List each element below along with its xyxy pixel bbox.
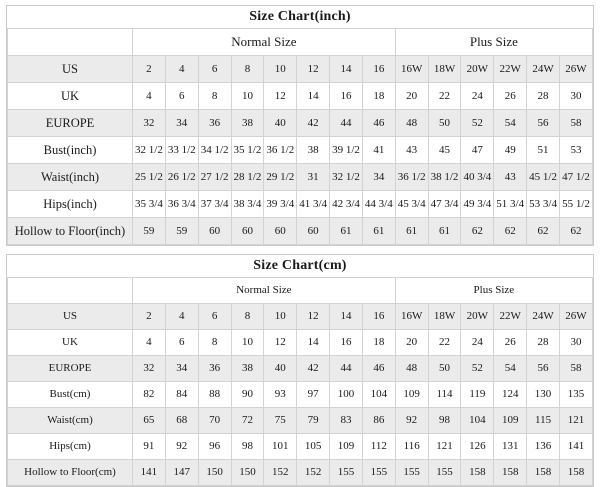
- table-cell: 62: [461, 218, 494, 245]
- table-row: [8, 356, 593, 382]
- table-cell: 24: [461, 83, 494, 110]
- group-header-normal-size: Normal Size: [133, 29, 396, 56]
- table-cell: 44: [330, 110, 363, 137]
- table-cell: 84: [165, 382, 198, 408]
- table-cell: 45 3/4: [395, 191, 428, 218]
- table-cell: 16: [330, 83, 363, 110]
- table-cell: 54: [494, 110, 527, 137]
- table-cell: 35 1/2: [231, 137, 264, 164]
- table-cell: 28: [527, 83, 560, 110]
- table-cell: 93: [264, 382, 297, 408]
- table-cell: 60: [231, 218, 264, 245]
- table-cell: 10: [231, 83, 264, 110]
- table-cell: 155: [362, 460, 395, 486]
- table-cell: 36 1/2: [264, 137, 297, 164]
- table-cell: 97: [297, 382, 330, 408]
- table-cell: 20: [395, 330, 428, 356]
- table-cell: 62: [527, 218, 560, 245]
- table-cell: 37 3/4: [198, 191, 231, 218]
- table-row: [8, 191, 593, 218]
- table-cell: 2: [133, 56, 166, 83]
- table-cell: 20: [395, 83, 428, 110]
- row-label: Hips(cm): [8, 434, 133, 460]
- table-cell: 119: [461, 382, 494, 408]
- group-header-plus-size: Plus Size: [395, 29, 592, 56]
- table-cell: 4: [165, 56, 198, 83]
- table-cell: 56: [527, 110, 560, 137]
- table-cell: 10: [264, 56, 297, 83]
- row-label: UK: [8, 83, 133, 110]
- table-cell: 22: [428, 83, 461, 110]
- table-cell: 28 1/2: [231, 164, 264, 191]
- size-chart-cm: [6, 254, 594, 487]
- row-label: Hollow to Floor(inch): [8, 218, 133, 245]
- size-table-inch-body: [8, 29, 593, 245]
- table-cell: 152: [297, 460, 330, 486]
- table-cell: 39 3/4: [264, 191, 297, 218]
- table-cell: 82: [133, 382, 166, 408]
- row-label: Hips(inch): [8, 191, 133, 218]
- table-row: [8, 218, 593, 245]
- table-cell: 60: [198, 218, 231, 245]
- table-cell: 36 3/4: [165, 191, 198, 218]
- table-cell: 32 1/2: [330, 164, 363, 191]
- table-cell: 14: [297, 330, 330, 356]
- table-cell: 54: [494, 356, 527, 382]
- table-cell: 38 1/2: [428, 164, 461, 191]
- table-cell: 130: [527, 382, 560, 408]
- table-cell: 28: [527, 330, 560, 356]
- table-row: [8, 83, 593, 110]
- table-cell: 46: [362, 110, 395, 137]
- table-cell: 98: [231, 434, 264, 460]
- row-label: UK: [8, 330, 133, 356]
- table-cell: 32: [133, 356, 166, 382]
- table-cell: 34: [165, 110, 198, 137]
- table-cell: 44 3/4: [362, 191, 395, 218]
- table-cell: 4: [133, 330, 166, 356]
- table-cell: 135: [559, 382, 592, 408]
- table-cell: 86: [362, 408, 395, 434]
- table-cell: 112: [362, 434, 395, 460]
- table-cell: 32 1/2: [133, 137, 166, 164]
- table-cell: 42: [297, 110, 330, 137]
- table-cell: 16: [362, 56, 395, 83]
- table-cell: 121: [559, 408, 592, 434]
- table-cell: 12: [264, 330, 297, 356]
- table-cell: 59: [133, 218, 166, 245]
- table-cell: 48: [395, 356, 428, 382]
- table-cell: 6: [198, 304, 231, 330]
- row-label: Hollow to Floor(cm): [8, 460, 133, 486]
- table-cell: 33 1/2: [165, 137, 198, 164]
- table-cell: 56: [527, 356, 560, 382]
- table-cell: 155: [395, 460, 428, 486]
- table-cell: 59: [165, 218, 198, 245]
- table-cell: 18: [362, 83, 395, 110]
- table-cell: 51 3/4: [494, 191, 527, 218]
- table-cell: 41 3/4: [297, 191, 330, 218]
- corner-cell: [8, 278, 133, 304]
- table-cell: 39 1/2: [330, 137, 363, 164]
- table-cell: 53 3/4: [527, 191, 560, 218]
- table-cell: 158: [527, 460, 560, 486]
- table-cell: 152: [264, 460, 297, 486]
- table-cell: 8: [198, 83, 231, 110]
- table-cell: 24W: [527, 56, 560, 83]
- table-cell: 26W: [559, 304, 592, 330]
- table-cell: 62: [494, 218, 527, 245]
- table-cell: 147: [165, 460, 198, 486]
- table-cell: 158: [559, 460, 592, 486]
- table-cell: 26W: [559, 56, 592, 83]
- table-cell: 150: [198, 460, 231, 486]
- table-cell: 101: [264, 434, 297, 460]
- row-label: US: [8, 304, 133, 330]
- table-cell: 104: [362, 382, 395, 408]
- table-cell: 104: [461, 408, 494, 434]
- table-row: [8, 304, 593, 330]
- table-cell: 14: [297, 83, 330, 110]
- table-cell: 141: [559, 434, 592, 460]
- table-cell: 158: [461, 460, 494, 486]
- table-cell: 47: [461, 137, 494, 164]
- corner-cell: [8, 29, 133, 56]
- table-cell: 22W: [494, 56, 527, 83]
- table-cell: 155: [330, 460, 363, 486]
- table-cell: 26: [494, 83, 527, 110]
- table-row: [8, 110, 593, 137]
- table-row: [8, 137, 593, 164]
- table-cell: 36 1/2: [395, 164, 428, 191]
- table-cell: 126: [461, 434, 494, 460]
- table-cell: 70: [198, 408, 231, 434]
- table-cell: 79: [297, 408, 330, 434]
- table-cell: 48: [395, 110, 428, 137]
- table-cell: 61: [362, 218, 395, 245]
- table-cell: 68: [165, 408, 198, 434]
- table-cell: 38: [297, 137, 330, 164]
- table-cell: 41: [362, 137, 395, 164]
- size-table-cm: [7, 277, 593, 486]
- table-cell: 24: [461, 330, 494, 356]
- table-cell: 45: [428, 137, 461, 164]
- size-chart-inch: [6, 5, 594, 246]
- table-cell: 55 1/2: [559, 191, 592, 218]
- row-label: EUROPE: [8, 110, 133, 137]
- table-cell: 16W: [395, 304, 428, 330]
- table-cell: 34: [165, 356, 198, 382]
- row-label: Waist(inch): [8, 164, 133, 191]
- table-cell: 42: [297, 356, 330, 382]
- table-cell: 131: [494, 434, 527, 460]
- table-cell: 22W: [494, 304, 527, 330]
- table-cell: 45 1/2: [527, 164, 560, 191]
- row-label: US: [8, 56, 133, 83]
- row-label: Bust(cm): [8, 382, 133, 408]
- table-cell: 158: [494, 460, 527, 486]
- table-row: [8, 164, 593, 191]
- table-cell: 50: [428, 110, 461, 137]
- table-cell: 20W: [461, 56, 494, 83]
- table-cell: 72: [231, 408, 264, 434]
- table-cell: 91: [133, 434, 166, 460]
- table-cell: 49: [494, 137, 527, 164]
- row-label: Bust(inch): [8, 137, 133, 164]
- table-cell: 16: [330, 330, 363, 356]
- table-cell: 40 3/4: [461, 164, 494, 191]
- table-cell: 16: [362, 304, 395, 330]
- table-cell: 24W: [527, 304, 560, 330]
- table-cell: 43: [395, 137, 428, 164]
- table-cell: 40: [264, 356, 297, 382]
- table-row: [8, 408, 593, 434]
- table-cell: 25 1/2: [133, 164, 166, 191]
- group-header-row: [8, 29, 593, 56]
- table-cell: 6: [165, 330, 198, 356]
- table-cell: 32: [133, 110, 166, 137]
- table-cell: 34 1/2: [198, 137, 231, 164]
- table-cell: 8: [198, 330, 231, 356]
- table-cell: 53: [559, 137, 592, 164]
- table-row: [8, 330, 593, 356]
- table-cell: 150: [231, 460, 264, 486]
- table-cell: 26: [494, 330, 527, 356]
- table-cell: 52: [461, 110, 494, 137]
- table-cell: 83: [330, 408, 363, 434]
- table-cell: 35 3/4: [133, 191, 166, 218]
- table-cell: 58: [559, 356, 592, 382]
- table-cell: 92: [395, 408, 428, 434]
- table-cell: 105: [297, 434, 330, 460]
- row-label: EUROPE: [8, 356, 133, 382]
- table-cell: 61: [330, 218, 363, 245]
- table-cell: 51: [527, 137, 560, 164]
- table-cell: 75: [264, 408, 297, 434]
- table-cell: 2: [133, 304, 166, 330]
- table-cell: 109: [395, 382, 428, 408]
- table-cell: 47 1/2: [559, 164, 592, 191]
- table-cell: 26 1/2: [165, 164, 198, 191]
- table-cell: 14: [330, 56, 363, 83]
- table-cell: 14: [330, 304, 363, 330]
- table-cell: 10: [264, 304, 297, 330]
- size-table-inch: [7, 28, 593, 245]
- table-cell: 44: [330, 356, 363, 382]
- size-table-cm-body: [8, 278, 593, 486]
- table-cell: 8: [231, 56, 264, 83]
- table-cell: 6: [165, 83, 198, 110]
- table-cell: 18: [362, 330, 395, 356]
- table-row: [8, 382, 593, 408]
- table-cell: 115: [527, 408, 560, 434]
- table-cell: 88: [198, 382, 231, 408]
- table-cell: 36: [198, 110, 231, 137]
- table-cell: 27 1/2: [198, 164, 231, 191]
- table-cell: 61: [395, 218, 428, 245]
- table-cell: 92: [165, 434, 198, 460]
- group-header-normal-size: Normal Size: [133, 278, 396, 304]
- table-cell: 65: [133, 408, 166, 434]
- table-cell: 12: [297, 304, 330, 330]
- table-cell: 109: [494, 408, 527, 434]
- table-cell: 10: [231, 330, 264, 356]
- table-cell: 62: [559, 218, 592, 245]
- table-cell: 29 1/2: [264, 164, 297, 191]
- table-cell: 116: [395, 434, 428, 460]
- table-cell: 47 3/4: [428, 191, 461, 218]
- table-cell: 34: [362, 164, 395, 191]
- table-cell: 12: [264, 83, 297, 110]
- group-header-row: [8, 278, 593, 304]
- table-cell: 12: [297, 56, 330, 83]
- table-cell: 49 3/4: [461, 191, 494, 218]
- table-cell: 60: [264, 218, 297, 245]
- table-cell: 6: [198, 56, 231, 83]
- table-cell: 30: [559, 83, 592, 110]
- table-cell: 46: [362, 356, 395, 382]
- table-cell: 40: [264, 110, 297, 137]
- table-cell: 31: [297, 164, 330, 191]
- table-cell: 38: [231, 356, 264, 382]
- table-cell: 18W: [428, 56, 461, 83]
- table-cell: 38: [231, 110, 264, 137]
- table-cell: 4: [165, 304, 198, 330]
- table-cell: 50: [428, 356, 461, 382]
- table-row: [8, 56, 593, 83]
- row-label: Waist(cm): [8, 408, 133, 434]
- table-row: [8, 434, 593, 460]
- table-cell: 52: [461, 356, 494, 382]
- table-cell: 109: [330, 434, 363, 460]
- table-cell: 30: [559, 330, 592, 356]
- table-cell: 16W: [395, 56, 428, 83]
- table-cell: 20W: [461, 304, 494, 330]
- chart-title-inch: Size Chart(inch): [7, 6, 593, 28]
- table-cell: 61: [428, 218, 461, 245]
- table-cell: 8: [231, 304, 264, 330]
- table-cell: 22: [428, 330, 461, 356]
- table-cell: 4: [133, 83, 166, 110]
- table-cell: 100: [330, 382, 363, 408]
- table-cell: 114: [428, 382, 461, 408]
- table-cell: 36: [198, 356, 231, 382]
- table-cell: 42 3/4: [330, 191, 363, 218]
- table-cell: 136: [527, 434, 560, 460]
- group-header-plus-size: Plus Size: [395, 278, 592, 304]
- table-cell: 60: [297, 218, 330, 245]
- table-cell: 98: [428, 408, 461, 434]
- table-cell: 43: [494, 164, 527, 191]
- table-cell: 124: [494, 382, 527, 408]
- table-cell: 18W: [428, 304, 461, 330]
- table-cell: 155: [428, 460, 461, 486]
- chart-title-cm: Size Chart(cm): [7, 255, 593, 277]
- table-cell: 141: [133, 460, 166, 486]
- table-cell: 96: [198, 434, 231, 460]
- table-cell: 38 3/4: [231, 191, 264, 218]
- table-cell: 90: [231, 382, 264, 408]
- table-cell: 58: [559, 110, 592, 137]
- table-row: [8, 460, 593, 486]
- table-cell: 121: [428, 434, 461, 460]
